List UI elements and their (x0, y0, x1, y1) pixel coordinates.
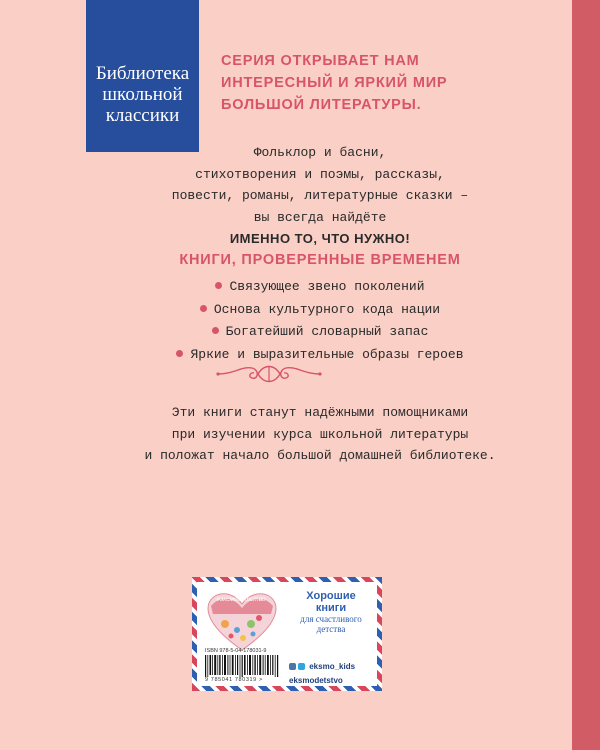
book-spine (572, 0, 600, 750)
intro-paragraph (130, 142, 510, 250)
badge-line: школьной (102, 84, 183, 105)
badge-line: Библиотека (95, 63, 190, 84)
outro-line: Эти книги станут надёжными помощниками (171, 405, 469, 420)
list-item-text: Яркие и выразительные образы героев (190, 346, 464, 362)
bullet-dot-icon (200, 305, 207, 312)
heart-hashtag: #эксмодетство (216, 596, 266, 603)
headline-line: ИНТЕРЕСНЫЙ И ЯРКИЙ МИР (221, 75, 448, 91)
intro-line: Фольклор и басни, (253, 145, 387, 160)
postcard-title-line: книги (315, 602, 347, 614)
postcard-title-line: для счастливого (300, 614, 362, 624)
postcard-title-line: детства (316, 624, 346, 634)
list-item (130, 321, 510, 344)
list-item (130, 276, 510, 299)
telegram-icon (298, 663, 305, 670)
social-handle-kids[interactable] (289, 660, 379, 674)
social-links (289, 660, 379, 688)
headline-line: СЕРИЯ ОТКРЫВАЕТ НАМ (221, 53, 420, 69)
barcode-number: 9 785041 780319 > (205, 677, 263, 683)
outro-line: и положат начало большой домашней библиотеке. (144, 448, 496, 463)
feature-list (130, 276, 510, 366)
flourish-divider-icon (214, 360, 324, 388)
list-item-text: Основа культурного кода нации (213, 301, 441, 317)
vk-icon (289, 663, 296, 670)
section-heading: КНИГИ, ПРОВЕРЕННЫЕ ВРЕМЕНЕМ (179, 252, 461, 268)
series-headline (221, 50, 551, 116)
postcard-title-line: Хорошие (306, 590, 356, 602)
badge-line: классики (105, 105, 180, 126)
list-item (130, 299, 510, 322)
list-item-text: Богатейший словарный запас (225, 324, 429, 339)
intro-line: вы всегда найдёте (253, 209, 387, 225)
social-handle-detstvo[interactable] (289, 674, 379, 688)
isbn-label: ISBN 978-5-04-178031-9 (205, 648, 267, 654)
social-handle-text: eksmo_kids (309, 662, 356, 671)
outro-paragraph (100, 402, 540, 467)
bullet-dot-icon (212, 327, 219, 334)
intro-line: повести, романы, литературные сказки – (171, 188, 469, 203)
intro-line: стихотворения и поэмы, рассказы, (195, 166, 445, 182)
bullet-dot-icon (176, 350, 183, 357)
postcard-title (285, 590, 377, 634)
intro-emphasis: ИМЕННО ТО, ЧТО НУЖНО! (229, 231, 411, 246)
headline-line: БОЛЬШОЙ ЛИТЕРАТУРЫ. (221, 97, 422, 113)
postcard-stamp (192, 577, 382, 691)
list-item-text: Связующее звено поколений (229, 279, 425, 294)
outro-line: при изучении курса школьной литературы (171, 426, 469, 442)
series-badge (86, 0, 199, 152)
social-handle-text: eksmodetstvo (289, 676, 343, 685)
bullet-dot-icon (215, 282, 222, 289)
barcode-icon (205, 655, 281, 677)
